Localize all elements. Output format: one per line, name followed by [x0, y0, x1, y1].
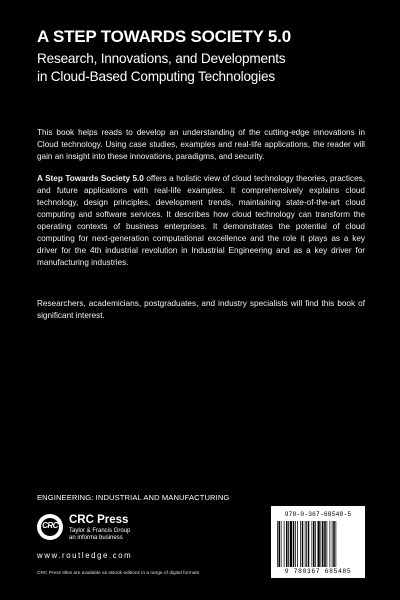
barcode-bar [305, 521, 306, 567]
barcode-bar [279, 521, 281, 567]
ebook-availability-note: CRC Press titles are available as eBook editions in a range of digital formats [37, 571, 200, 576]
barcode-bar [330, 521, 331, 567]
barcode-bar [297, 521, 298, 567]
publisher-group-line-1: Taylor & Francis Group [69, 528, 131, 534]
barcode-bar [321, 521, 322, 567]
barcode-bar [312, 521, 313, 567]
ean-digits: 9 780367 685485 [284, 568, 352, 575]
barcode-bar [284, 521, 285, 567]
barcode-bar [315, 521, 316, 567]
barcode-bar [322, 521, 324, 567]
description-paragraph-2 [37, 173, 365, 269]
barcode-bar [318, 521, 320, 567]
barcode-bar [288, 521, 289, 567]
barcode-bar [308, 521, 310, 567]
barcode-bar [286, 521, 288, 567]
publisher-name: CRC Press [69, 514, 129, 526]
description-paragraph-3: Researchers, academicians, postgraduates, and industry specialists will find this book of significant interest. [37, 299, 365, 320]
barcode-bar [295, 521, 296, 567]
barcode-bar [290, 521, 292, 567]
barcode-bar [281, 521, 282, 567]
book-title-inline: A Step Towards Society 5.0 [37, 174, 144, 183]
barcode-bar [302, 521, 304, 567]
crc-logo-mark: CRC [42, 521, 58, 530]
isbn-barcode [271, 506, 365, 578]
barcode-bar [306, 521, 307, 567]
description-paragraph-2-text: offers a holistic view of cloud technology theories, practices, and future applications with real-life examples. It comprehensively explains cloud technology, design principles, development trends, maintaining state-of-the-art cloud computing and software services. It describes how cloud technology can transform the operating contexts of business enterprises. It demonstrates the potential of cloud computing for next-generation computational excellence and the role it plays as a key driver for the 4th industrial revolution in Industrial Engineering and as a key driver for manufacturing industries. [37, 174, 365, 267]
book-subtitle [37, 50, 377, 86]
subtitle-line-1: Research, Innovations, and Developments [37, 51, 286, 66]
publisher-website: www.routledge.com [37, 551, 133, 560]
barcode-bar [277, 521, 278, 567]
subject-category: ENGINEERING: INDUSTRIAL AND MANUFACTURING [37, 493, 230, 502]
subtitle-line-2: in Cloud-Based Computing Technologies [37, 69, 275, 84]
book-title: A STEP TOWARDS SOCIETY 5.0 [37, 27, 291, 46]
barcode-bar [313, 521, 315, 567]
barcode-bars [275, 521, 361, 567]
barcode-bar [336, 521, 337, 567]
publisher-group-line-2: an informa business [69, 535, 123, 541]
barcode-bar [333, 521, 335, 567]
publisher-group [69, 528, 130, 542]
crc-logo-icon [37, 514, 63, 540]
isbn-number: 978-0-367-68548-5 [284, 511, 352, 518]
barcode-bar [324, 521, 326, 567]
barcode-bar [332, 521, 333, 567]
barcode-bar [293, 521, 295, 567]
publisher-logo [37, 514, 212, 550]
barcode-bar [327, 521, 328, 567]
description-paragraph-1: This book helps reads to develop an understanding of the cutting-edge innovations in Cloud technology. Using case studies, examples and real-life applications, the reader will gain an insight into these innovations, paradigms, and security. [37, 128, 365, 161]
barcode-bar [300, 521, 301, 567]
